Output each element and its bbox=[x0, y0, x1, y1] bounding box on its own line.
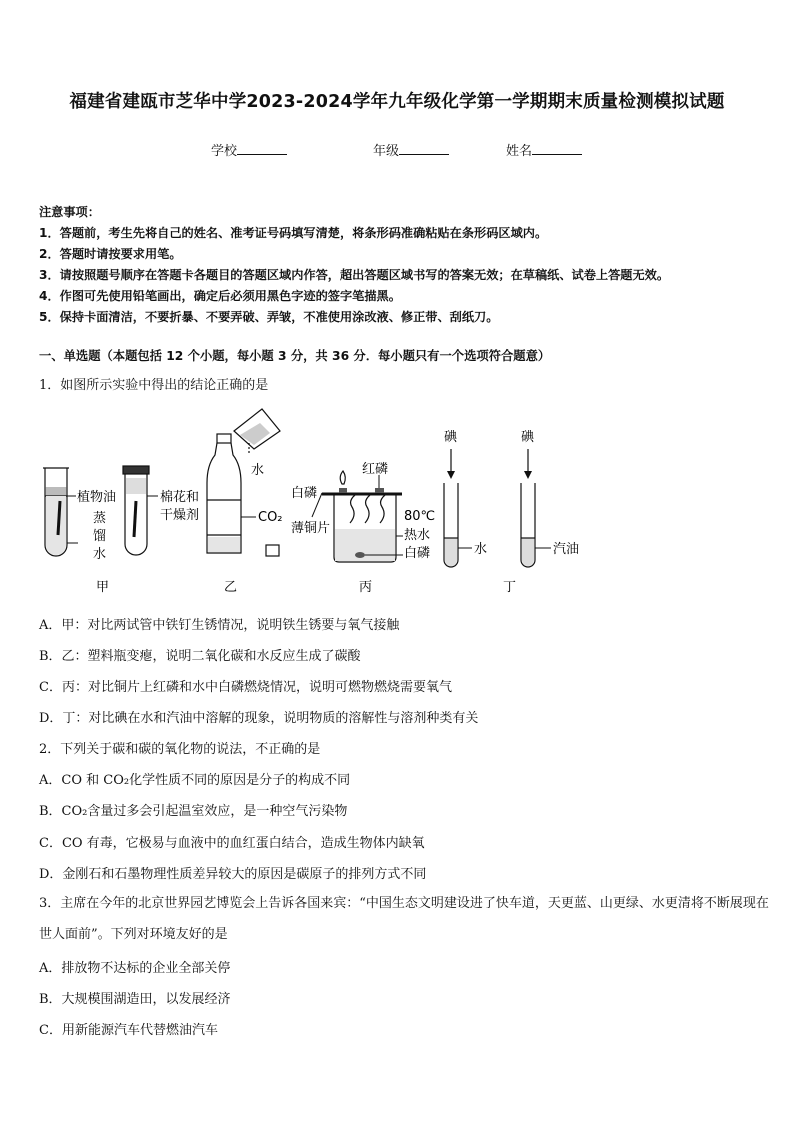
label-co2: CO₂ bbox=[258, 510, 283, 525]
label-white-phosphorus-2: 白磷 bbox=[404, 546, 431, 561]
q2-option-d[interactable]: D．金刚石和石墨物理性质差异较大的原因是碳原子的排列方式不同 bbox=[39, 867, 427, 882]
notice-item: 2．答题时请按要求用笔。 bbox=[39, 247, 182, 261]
q3-option-c[interactable]: C．用新能源汽车代替燃油汽车 bbox=[39, 1023, 218, 1038]
school-field bbox=[211, 140, 287, 159]
q1-option-a[interactable]: A．甲：对比两试管中铁钉生锈情况，说明铁生锈要与氧气接触 bbox=[39, 618, 400, 633]
grade-blank[interactable] bbox=[399, 141, 449, 155]
label-white-phosphorus: 白磷 bbox=[291, 486, 318, 501]
label-red-phosphorus: 红磷 bbox=[362, 462, 389, 477]
tube-jia-2 bbox=[123, 466, 149, 555]
q3-option-a[interactable]: A．排放物不达标的企业全部关停 bbox=[39, 961, 231, 976]
notice-heading: 注意事项： bbox=[39, 205, 100, 219]
notice-item: 5．保持卡面清洁，不要折暴、不要弄破、弄皱，不准使用涂改液、修正带、刮纸刀。 bbox=[39, 310, 499, 324]
q1-option-d[interactable]: D．丁：对比碘在水和汽油中溶解的现象，说明物质的溶解性与溶剂种类有关 bbox=[39, 711, 479, 726]
label-distilled-2: 馏 bbox=[93, 529, 107, 544]
name-label: 姓名 bbox=[506, 144, 533, 159]
q2-option-c[interactable]: C．CO 有毒，它极易与血液中的血红蛋白结合，造成生物体内缺氧 bbox=[39, 836, 425, 851]
beaker-bing bbox=[322, 471, 402, 562]
q1-option-b[interactable]: B．乙：塑料瓶变瘪，说明二氧化碳和水反应生成了碳酸 bbox=[39, 649, 361, 664]
label-iodine-2: 碘 bbox=[521, 430, 535, 445]
notice-item: 3．请按照题号顺序在答题卡各题目的答题区域内作答，超出答题区域书写的答案无效；在草稿纸、试卷上答题无效。 bbox=[39, 268, 670, 282]
q3-option-b[interactable]: B．大规模围湖造田，以发展经济 bbox=[39, 992, 231, 1007]
school-blank[interactable] bbox=[237, 141, 287, 155]
caption-bing: 丙 bbox=[359, 580, 373, 595]
tube-ding-gasoline bbox=[521, 483, 535, 567]
notice-block bbox=[39, 202, 769, 328]
arrow-down-icon bbox=[447, 471, 455, 479]
small-cap bbox=[266, 545, 279, 556]
grade-label: 年级 bbox=[373, 144, 400, 159]
grade-field bbox=[373, 140, 449, 159]
tube-ding-water bbox=[444, 483, 458, 567]
label-ding-water: 水 bbox=[474, 542, 488, 557]
label-plant-oil: 植物油 bbox=[77, 490, 117, 505]
question-3-stem: 3．主席在今年的北京世界园艺博览会上告诉各国来宾：“中国生态文明建设进了快车道，天更蓝、山更绿、水更清将不断展现在世人面前”。下列对环境友好的是 bbox=[39, 896, 769, 942]
notice-item: 1．答题前，考生先将自己的姓名、准考证号码填写清楚，将条形码准确粘贴在条形码区域内。 bbox=[39, 226, 548, 240]
section-title: 一、单选题（本题包括 12 个小题，每小题 3 分，共 36 分．每小题只有一个选项符合题意） bbox=[39, 349, 551, 363]
label-distilled-3: 水 bbox=[93, 547, 107, 562]
name-field bbox=[506, 140, 582, 159]
q1-option-c[interactable]: C．丙：对比铜片上红磷和水中白磷燃烧情况，说明可燃物燃烧需要氧气 bbox=[39, 680, 452, 695]
question-2-stem: 2．下列关于碳和碳的氧化物的说法，不正确的是 bbox=[39, 742, 321, 757]
label-temperature: 80℃ bbox=[404, 509, 436, 524]
arrow-down-icon bbox=[524, 471, 532, 479]
tube-jia-1 bbox=[43, 468, 69, 556]
paper-title: 福建省建瓯市芝华中学2023-2024学年九年级化学第一学期期末质量检测模拟试题 bbox=[69, 92, 725, 112]
label-yi-water: 水 bbox=[251, 463, 265, 478]
experiment-figure bbox=[0, 405, 794, 605]
notice-item: 4．作图可先使用铅笔画出，确定后必须用黑色字迹的签字笔描黑。 bbox=[39, 289, 401, 303]
label-copper-sheet: 薄铜片 bbox=[291, 521, 331, 536]
beaker-pouring bbox=[234, 409, 280, 455]
school-label: 学校 bbox=[211, 144, 238, 159]
label-cotton: 棉花和 bbox=[160, 490, 200, 505]
question-1-stem: 1．如图所示实验中得出的结论正确的是 bbox=[39, 378, 269, 393]
bottle-yi bbox=[207, 434, 241, 553]
q2-option-a[interactable]: A．CO 和 CO₂化学性质不同的原因是分子的构成不同 bbox=[39, 773, 351, 788]
caption-yi: 乙 bbox=[224, 580, 238, 595]
label-iodine-1: 碘 bbox=[444, 430, 458, 445]
caption-jia: 甲 bbox=[96, 580, 110, 595]
name-blank[interactable] bbox=[532, 141, 582, 155]
label-hot-water: 热水 bbox=[404, 528, 431, 543]
q2-option-b[interactable]: B．CO₂含量过多会引起温室效应，是一种空气污染物 bbox=[39, 804, 348, 819]
caption-ding: 丁 bbox=[503, 580, 517, 595]
label-desiccant: 干燥剂 bbox=[160, 508, 200, 523]
label-gasoline: 汽油 bbox=[553, 542, 580, 557]
label-distilled-1: 蒸 bbox=[93, 511, 107, 526]
